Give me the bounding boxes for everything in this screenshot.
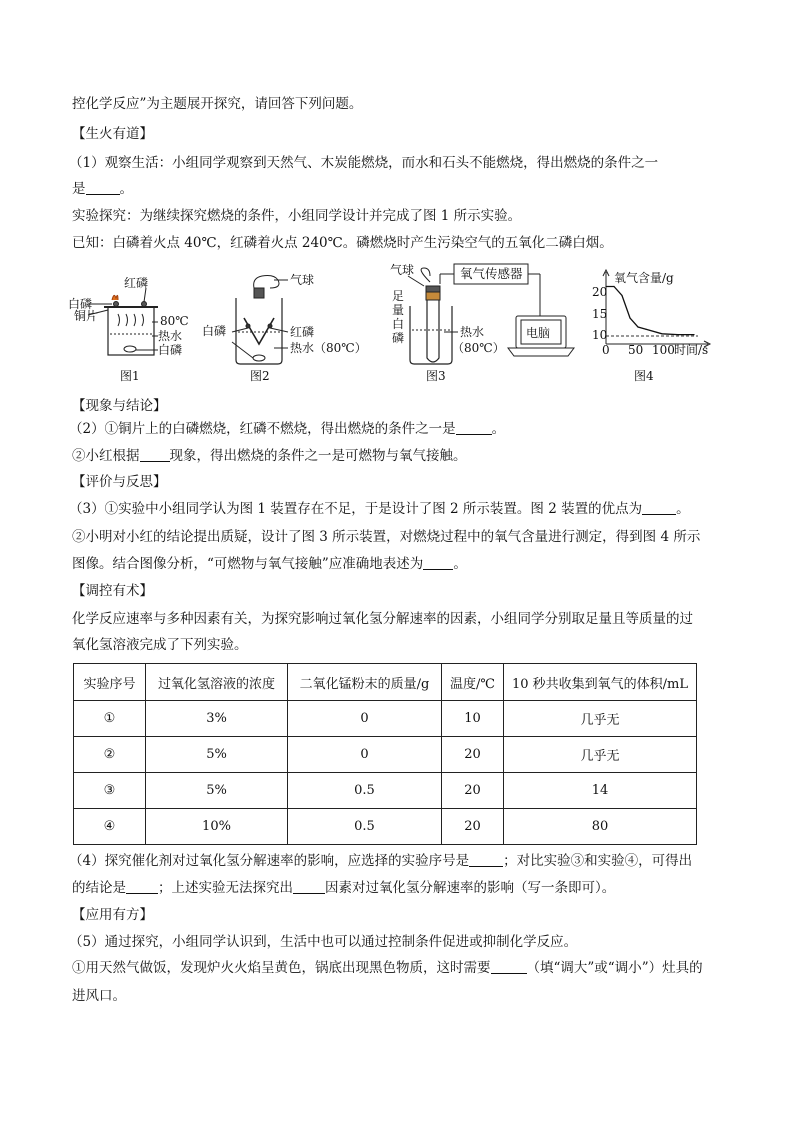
table-cell: 14	[504, 773, 697, 809]
answer-blank[interactable]	[491, 959, 527, 974]
fig3-label-computer: 电脑	[526, 326, 551, 340]
table-cell: 0.5	[288, 809, 442, 845]
table-row	[74, 809, 697, 845]
figure-2	[232, 276, 288, 365]
question-1-line1: （1）观察生活：小组同学观察到天然气、木炭能燃烧，而水和石头不能燃烧，得出燃烧的条件之一	[69, 155, 659, 171]
data-point	[621, 295, 622, 296]
answer-blank[interactable]	[140, 447, 170, 462]
known-info: 已知：白磷着火点 40℃，红磷着火点 240℃。磷燃烧时产生污染空气的五氧化二磷白烟。	[72, 235, 613, 251]
fig1-label-temperature: 80℃	[160, 314, 189, 328]
section-title-control: 【调控有术】	[72, 583, 153, 599]
fig2-label-white-phosphorus: 白磷	[202, 324, 227, 338]
fig1-label-hot-water: 热水	[158, 329, 183, 343]
table-row	[74, 737, 697, 773]
answer-blank[interactable]	[423, 555, 453, 570]
fig3-label-liang: 量	[392, 303, 405, 317]
fig4-ylabel: 氧气含量/g	[614, 271, 674, 285]
fig2-caption: 图2	[250, 369, 270, 383]
answer-blank[interactable]	[126, 879, 158, 894]
question-4-line1: （4）探究催化剂对过氧化氢分解速率的影响，应选择的实验序号是 ；对比实验③和实验④，可得出	[69, 853, 693, 869]
answer-blank[interactable]	[293, 879, 325, 894]
table-cell: ②	[74, 737, 146, 773]
question-5-line1: （5）通过探究，小组同学认识到，生活中也可以通过控制条件促进或抑制化学反应。	[69, 934, 578, 950]
fig2-label-balloon: 气球	[290, 273, 315, 287]
table-cell: 20	[442, 809, 504, 845]
answer-blank[interactable]	[86, 180, 120, 195]
question-3-line1: （3）①实验中小组同学认为图 1 装置存在不足，于是设计了图 2 所示装置。图 2 装置的优点为 。	[69, 501, 690, 517]
experiment-table	[73, 663, 697, 845]
data-point	[693, 334, 694, 335]
table-cell: 3%	[146, 701, 288, 737]
fig4-ytick-20: 20	[592, 285, 608, 299]
fig3-label-balloon: 气球	[390, 263, 415, 277]
question-3-line3: 图像。结合图像分析，“可燃物与氧气接触”应准确地表述为 。	[72, 556, 467, 572]
table-cell: 5%	[146, 773, 288, 809]
table-header-row	[74, 664, 697, 701]
fig3-label-zu: 足	[392, 289, 405, 303]
question-4-line2: 的结论是 ；上述实验无法探究出 因素对过氧化氢分解速率的影响（写一条即可）。	[72, 880, 616, 896]
table-cell: 20	[442, 737, 504, 773]
fig2-label-red-phosphorus: 红磷	[290, 325, 315, 339]
fig4-xlabel: 时间/s	[674, 343, 709, 357]
fig3-label-lin: 磷	[392, 331, 405, 345]
fig3-label-temperature: （80℃）	[452, 341, 505, 355]
table-header: 二氧化锰粉末的质量/g	[288, 664, 442, 701]
data-point	[613, 286, 614, 287]
fig3-label-bai: 白	[392, 317, 405, 331]
question-5-line2: ①用天然气做饭，发现炉火火焰呈黄色，锅底出现黑色物质，这时需要 （填“调大”或“调小”）灶具的	[72, 960, 703, 976]
fig3-caption: 图3	[426, 369, 446, 383]
question-1-line2: 是 。	[72, 181, 133, 197]
question-2-line2: ②小红根据 现象，得出燃烧的条件之一是可燃物与氧气接触。	[72, 448, 467, 464]
intro-line: 控化学反应”为主题展开探究，请回答下列问题。	[72, 96, 363, 112]
paragraph-4-line1: 化学反应速率与多种因素有关，为探究影响过氧化氢分解速率的因素，小组同学分别取足量且等质量的过	[72, 611, 693, 627]
question-3-line2: ②小明对小红的结论提出质疑，设计了图 3 所示装置，对燃烧过程中的氧气含量进行测定，得到图 4 所示	[72, 529, 701, 545]
section-title-evaluation: 【评价与反思】	[72, 474, 167, 490]
table-cell: 20	[442, 773, 504, 809]
fig4-xtick-50: 50	[628, 343, 644, 357]
table-row	[74, 701, 697, 737]
fig4-caption: 图4	[634, 369, 654, 383]
table-cell: 0	[288, 737, 442, 773]
fig1-caption: 图1	[120, 369, 140, 383]
table-cell: 0	[288, 701, 442, 737]
fig4-ytick-15: 15	[592, 307, 608, 321]
fig4-ytick-10: 10	[592, 328, 608, 342]
paragraph-4-line2: 氧化氢溶液完成了下列实验。	[72, 637, 248, 653]
table-row	[74, 773, 697, 809]
table-cell: ④	[74, 809, 146, 845]
table-cell: ③	[74, 773, 146, 809]
fig4-xtick-0: 0	[602, 343, 610, 357]
fig1-label-copper-sheet: 铜片	[74, 309, 99, 323]
section-title-application: 【应用有方】	[72, 907, 153, 923]
figure-1	[88, 288, 158, 355]
table-cell: 5%	[146, 737, 288, 773]
section-title-fire: 【生火有道】	[72, 126, 153, 142]
table-header: 温度/℃	[442, 664, 504, 701]
fig3-label-oxygen-sensor: 氧气传感器	[460, 266, 523, 281]
answer-blank[interactable]	[456, 420, 492, 435]
table-cell: 0.5	[288, 773, 442, 809]
question-5-line3: 进风口。	[72, 988, 126, 1004]
table-cell: 几乎无	[504, 701, 697, 737]
answer-blank[interactable]	[469, 852, 503, 867]
table-header: 10 秒共收集到氧气的体积/mL	[504, 664, 697, 701]
table-cell: 10%	[146, 809, 288, 845]
oxygen-curve	[606, 287, 694, 335]
data-point	[661, 333, 662, 334]
fig1-label-red-phosphorus: 红磷	[124, 276, 149, 290]
fig3-label-hot-water: 热水	[460, 325, 485, 339]
data-point	[629, 317, 630, 318]
fig1-label-white-phosphorus-2: 白磷	[158, 343, 183, 357]
table-cell: ①	[74, 701, 146, 737]
question-2-line1: （2）①铜片上的白磷燃烧，红磷不燃烧，得出燃烧的条件之一是 。	[69, 421, 506, 437]
data-point	[645, 329, 646, 330]
data-point	[637, 326, 638, 327]
table-header: 过氧化氢溶液的浓度	[146, 664, 288, 701]
table-header: 实验序号	[74, 664, 146, 701]
fig4-xtick-100: 100	[652, 343, 675, 357]
experiment-figures	[68, 262, 728, 386]
answer-blank[interactable]	[642, 500, 676, 515]
fig1-label-white-phosphorus: 白磷	[68, 297, 93, 311]
section-title-phenomena: 【现象与结论】	[72, 398, 167, 414]
fig2-label-hot-water: 热水（80℃）	[290, 341, 367, 355]
table-cell: 几乎无	[504, 737, 697, 773]
table-cell: 10	[442, 701, 504, 737]
data-point	[677, 334, 678, 335]
experiment-intro: 实验探究：为继续探究燃烧的条件，小组同学设计并完成了图 1 所示实验。	[72, 208, 522, 224]
table-cell: 80	[504, 809, 697, 845]
